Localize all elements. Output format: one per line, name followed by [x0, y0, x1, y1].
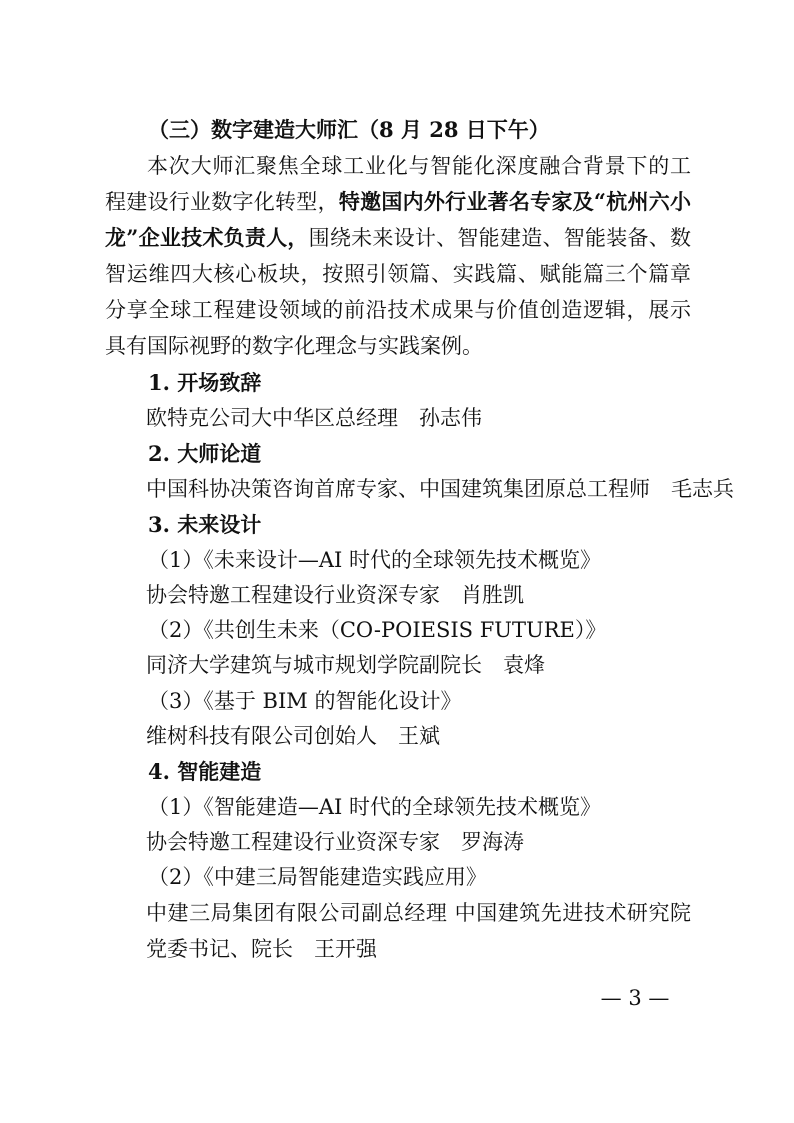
- section-title: （三）数字建造大师汇（8 月 28 日下午）: [148, 117, 550, 142]
- page-number: — 3 —: [600, 986, 670, 1010]
- talk-speaker: 协会特邀工程建设行业资深专家 肖胜凯: [146, 583, 524, 607]
- heading-smart-construction: 4. 智能建造: [148, 759, 262, 784]
- intro-text-part1: 本次大师汇聚焦全球工业化与智能化深度融合背景下的工程建设行业数字化转型，: [105, 154, 691, 214]
- talk-speaker: 中建三局集团有限公司副总经理 中国建筑先进技术研究院党委书记、院长 王开强: [146, 901, 691, 961]
- intro-paragraph: [105, 148, 691, 364]
- talk-title: （2）《中建三局智能建造实践应用》: [148, 865, 487, 889]
- speaker-opening: 欧特克公司大中华区总经理 孙志伟: [146, 406, 482, 430]
- heading-future-design: 3. 未来设计: [148, 512, 262, 537]
- speaker-master: 中国科协决策咨询首席专家、中国建筑集团原总工程师 毛志兵: [146, 477, 734, 501]
- talk-title: （1）《智能建造—AI 时代的全球领先技术概览》: [148, 795, 601, 819]
- talk-speaker: 协会特邀工程建设行业资深专家 罗海涛: [146, 830, 524, 854]
- intro-text-part2: 围绕未来设计、智能建造、智能装备、数智运维四大核心板块，按照引领篇、实践篇、赋能篇三个篇章分享全球工程建设领域的前沿技术成果与价值创造逻辑，展示具有国际视野的数字化理念与实践案例。: [105, 226, 691, 358]
- talk-title: （1）《未来设计—AI 时代的全球领先技术概览》: [148, 548, 601, 572]
- talk-title: （2）《共创生未来（CO-POIESIS FUTURE）》: [148, 618, 607, 642]
- talk-title: （3）《基于 BIM 的智能化设计》: [148, 689, 462, 713]
- talk-speaker: 同济大学建筑与城市规划学院副院长 袁烽: [146, 653, 545, 677]
- intro-text-bold: 特邀国内外行业著名专家及“杭州六小龙”企业技术负责人，: [105, 189, 692, 250]
- heading-opening: 1. 开场致辞: [148, 370, 262, 395]
- heading-master: 2. 大师论道: [148, 441, 262, 466]
- talk-speaker: 维树科技有限公司创始人 王斌: [146, 724, 440, 748]
